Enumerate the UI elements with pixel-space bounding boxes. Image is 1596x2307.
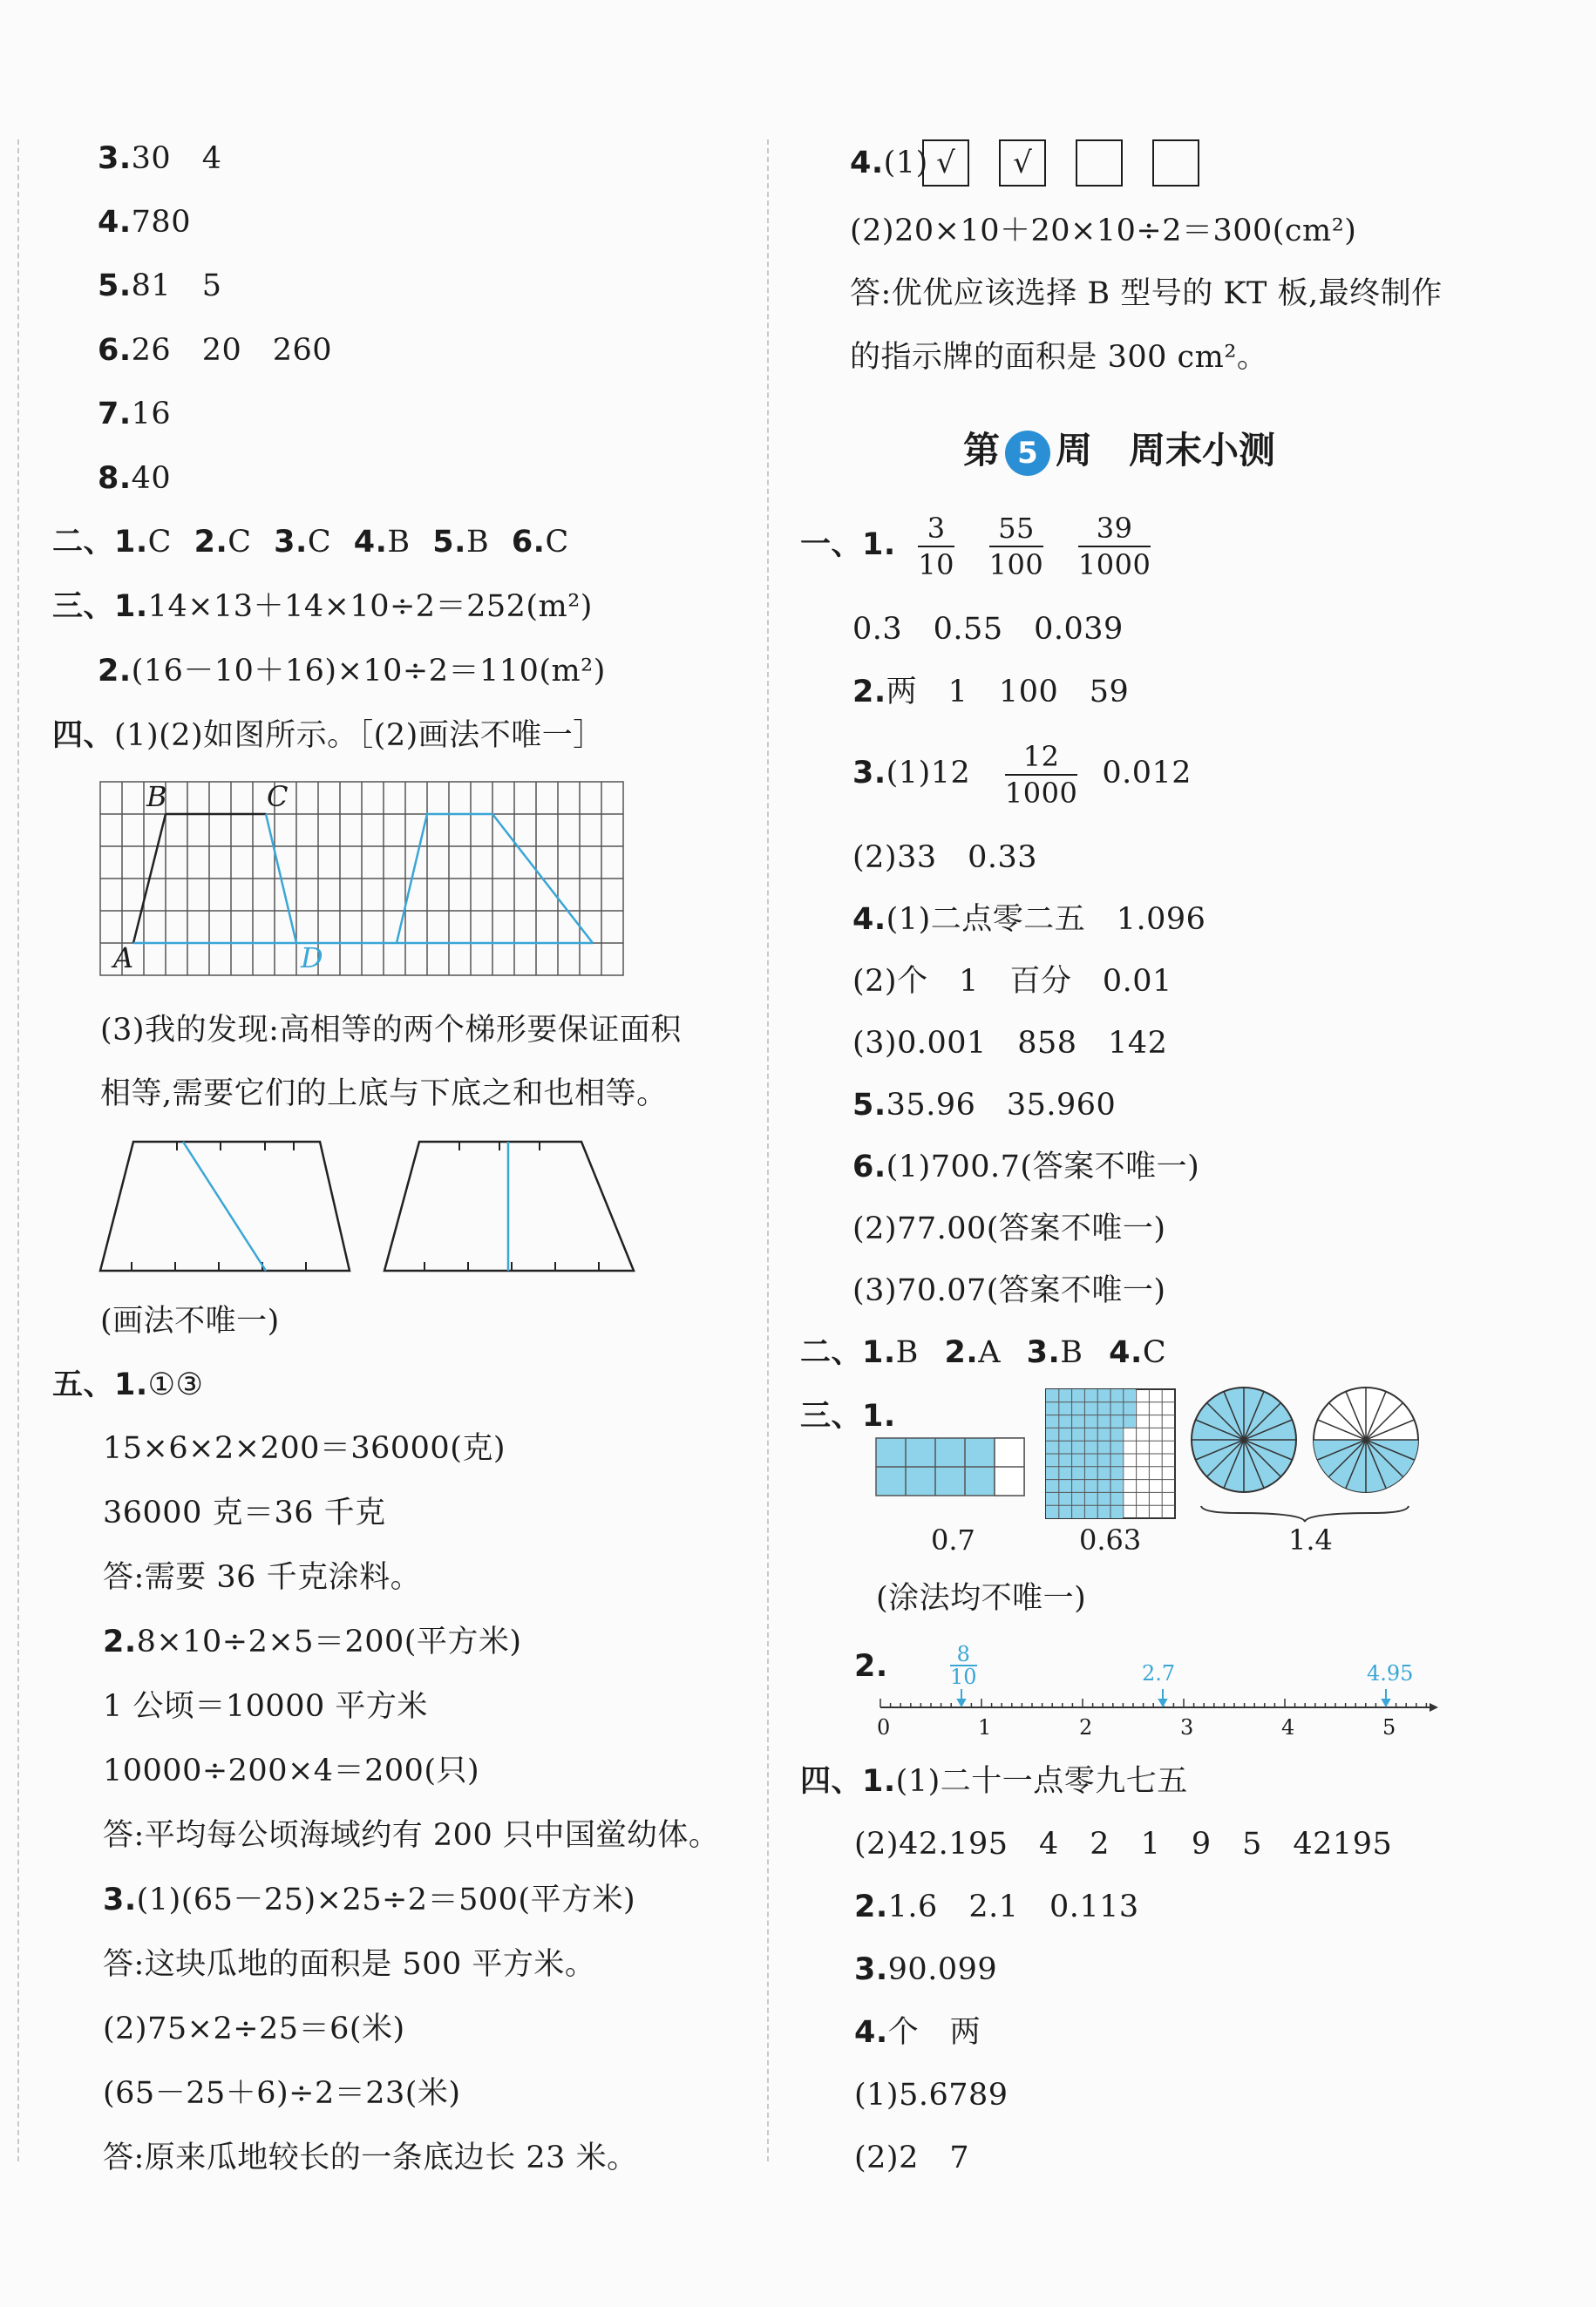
answer-3: 3.30 4	[98, 141, 222, 176]
number-line	[876, 1686, 1434, 1720]
tick-5: 5	[1382, 1715, 1396, 1740]
section-5-line-k: (65－25＋6)÷2＝23(米)	[103, 2076, 461, 2111]
section-5-line-a: 15×6×2×200＝36000(克)	[103, 1431, 506, 1466]
right-section-4-q3: 3.90.099	[854, 1952, 998, 1987]
section-5-line-i: 答:这块瓜地的面积是 500 平方米。	[103, 1947, 596, 1982]
section-5-line-e: 1 公顷＝10000 平方米	[103, 1689, 428, 1724]
fraction-12-1000: $\frac{12}{1000}$	[1004, 739, 1078, 810]
right-section-2-choices: 二、1.B 2.A 3.B 4.C	[800, 1335, 1167, 1370]
section-5-line-l: 答:原来瓜地较长的一条底边长 23 米。	[103, 2141, 638, 2175]
section-5-q3: 3.(1)(65－25)×25÷2＝500(平方米)	[103, 1883, 636, 1917]
section-5-q2: 2.8×10÷2×5＝200(平方米)	[103, 1625, 522, 1659]
right-s1-q4: 4.(1)二点零二五 1.096	[852, 902, 1206, 937]
answer-7: 7.16	[98, 397, 172, 431]
section-5-line-j: (2)75×2÷25＝6(米)	[103, 2012, 405, 2046]
answer-5: 5.81 5	[98, 268, 222, 303]
week-5-title: 第 5 周 周末小测	[963, 422, 1275, 476]
right-section-4-q1b: (2)42.195 4 2 1 9 5 42195	[854, 1827, 1393, 1862]
right-s1-q6c: (3)70.07(答案不唯一)	[852, 1273, 1166, 1308]
shading-note: (涂法均不唯一)	[876, 1581, 1087, 1616]
figure-label-1-4: 1.4	[1288, 1523, 1333, 1557]
section-2-choices: 二、1.C 2.C 3.C 4.B 5.B 6.C	[52, 525, 569, 560]
left-margin-line	[17, 139, 19, 2161]
right-section-4-q2: 2.1.6 2.1 0.113	[854, 1890, 1139, 1924]
point-a-label: A	[113, 941, 134, 974]
right-s1-q5: 5.35.96 35.960	[852, 1088, 1117, 1123]
check-box-2: √	[999, 139, 1046, 187]
figure-label-0-7: 0.7	[931, 1523, 975, 1557]
column-divider	[767, 139, 769, 2161]
trapezoids-figure	[100, 1138, 636, 1278]
right-q4-answer-2: 的指示牌的面积是 300 cm²。	[850, 340, 1268, 375]
week-number-badge: 5	[1005, 431, 1050, 476]
right-section-4-q4a: (1)5.6789	[854, 2078, 1009, 2113]
right-s1-q4b: (2)个 1 百分 0.01	[852, 964, 1172, 999]
marker-4-95-label: 4.95	[1367, 1661, 1414, 1686]
answer-8: 8.40	[98, 461, 172, 496]
right-s1-q6: 6.(1)700.7(答案不唯一)	[852, 1150, 1200, 1184]
section-4-conclusion-1: (3)我的发现:高相等的两个梯形要保证面积	[100, 1013, 682, 1048]
fraction-39-1000: $\frac{39}{1000}$	[1077, 511, 1151, 581]
section-4-intro: 四、(1)(2)如图所示。［(2)画法不唯一］	[52, 718, 604, 753]
section-3-q2: 2.(16－10＋16)×10÷2＝110(m²)	[98, 654, 606, 689]
tick-1: 1	[978, 1715, 992, 1740]
tick-2: 2	[1079, 1715, 1093, 1740]
trapezoid-grid-figure	[100, 782, 625, 977]
section-5-line-g: 答:平均每公顷海域约有 200 只中国鲎幼体。	[103, 1818, 720, 1853]
marker-8-10-label: $\frac{8}{10}$	[950, 1642, 977, 1689]
section-5-line-b: 36000 克＝36 千克	[103, 1496, 386, 1530]
section-4-note: (画法不唯一)	[100, 1304, 280, 1339]
check-box-3	[1076, 139, 1123, 187]
right-s1-q1: 一、1. $\frac{3}{10}$ $\frac{55}{100}$ $\frac{39}{1000}$	[800, 511, 1151, 581]
right-q4-answer-1: 答:优优应该选择 B 型号的 KT 板,最终制作	[850, 276, 1443, 311]
section-4-conclusion-2: 相等,需要它们的上底与下底之和也相等。	[100, 1076, 668, 1111]
right-section-3-head: 三、1.	[800, 1399, 896, 1434]
check-box-1: √	[922, 139, 969, 187]
marker-2-7-label: 2.7	[1142, 1661, 1176, 1686]
tick-4: 4	[1281, 1715, 1295, 1740]
right-q4: 4.(1)	[850, 146, 928, 180]
figure-label-0-63: 0.63	[1079, 1523, 1142, 1557]
section-3-q1: 三、1.14×13＋14×10÷2＝252(m²)	[52, 589, 593, 624]
number-line-question: 2.	[854, 1649, 888, 1684]
right-section-4-q4b: (2)2 7	[854, 2141, 970, 2175]
section-5-q1: 五、1.①③	[52, 1367, 204, 1402]
answer-6: 6.26 20 260	[98, 333, 333, 368]
right-section-4-q4: 4.个 两	[854, 2015, 981, 2050]
right-s1-decimals: 0.3 0.55 0.039	[852, 612, 1124, 647]
right-s1-q3: 3.(1)12 $\frac{12}{1000}$ 0.012	[852, 739, 1192, 810]
fraction-55-100: $\frac{55}{100}$	[988, 511, 1044, 581]
right-s1-q2: 2.两 1 100 59	[852, 675, 1130, 709]
fraction-3-10: $\frac{3}{10}$	[918, 511, 955, 581]
answer-4: 4.780	[98, 205, 191, 240]
right-q4-calc: (2)20×10＋20×10÷2＝300(cm²)	[850, 214, 1357, 248]
section-5-line-f: 10000÷200×4＝200(只)	[103, 1754, 480, 1788]
tick-0: 0	[877, 1715, 891, 1740]
right-s1-q4c: (3)0.001 858 142	[852, 1026, 1168, 1061]
point-c-label: C	[267, 780, 289, 813]
tick-3: 3	[1180, 1715, 1194, 1740]
right-s1-q3b: (2)33 0.33	[852, 840, 1038, 875]
point-b-label: B	[146, 780, 167, 813]
right-s1-q6b: (2)77.00(答案不唯一)	[852, 1211, 1166, 1246]
section-5-line-c: 答:需要 36 千克涂料。	[103, 1560, 422, 1595]
check-box-4	[1152, 139, 1199, 187]
right-section-4-q1: 四、1.(1)二十一点零九七五	[800, 1764, 1188, 1799]
point-d-label: D	[301, 941, 323, 974]
